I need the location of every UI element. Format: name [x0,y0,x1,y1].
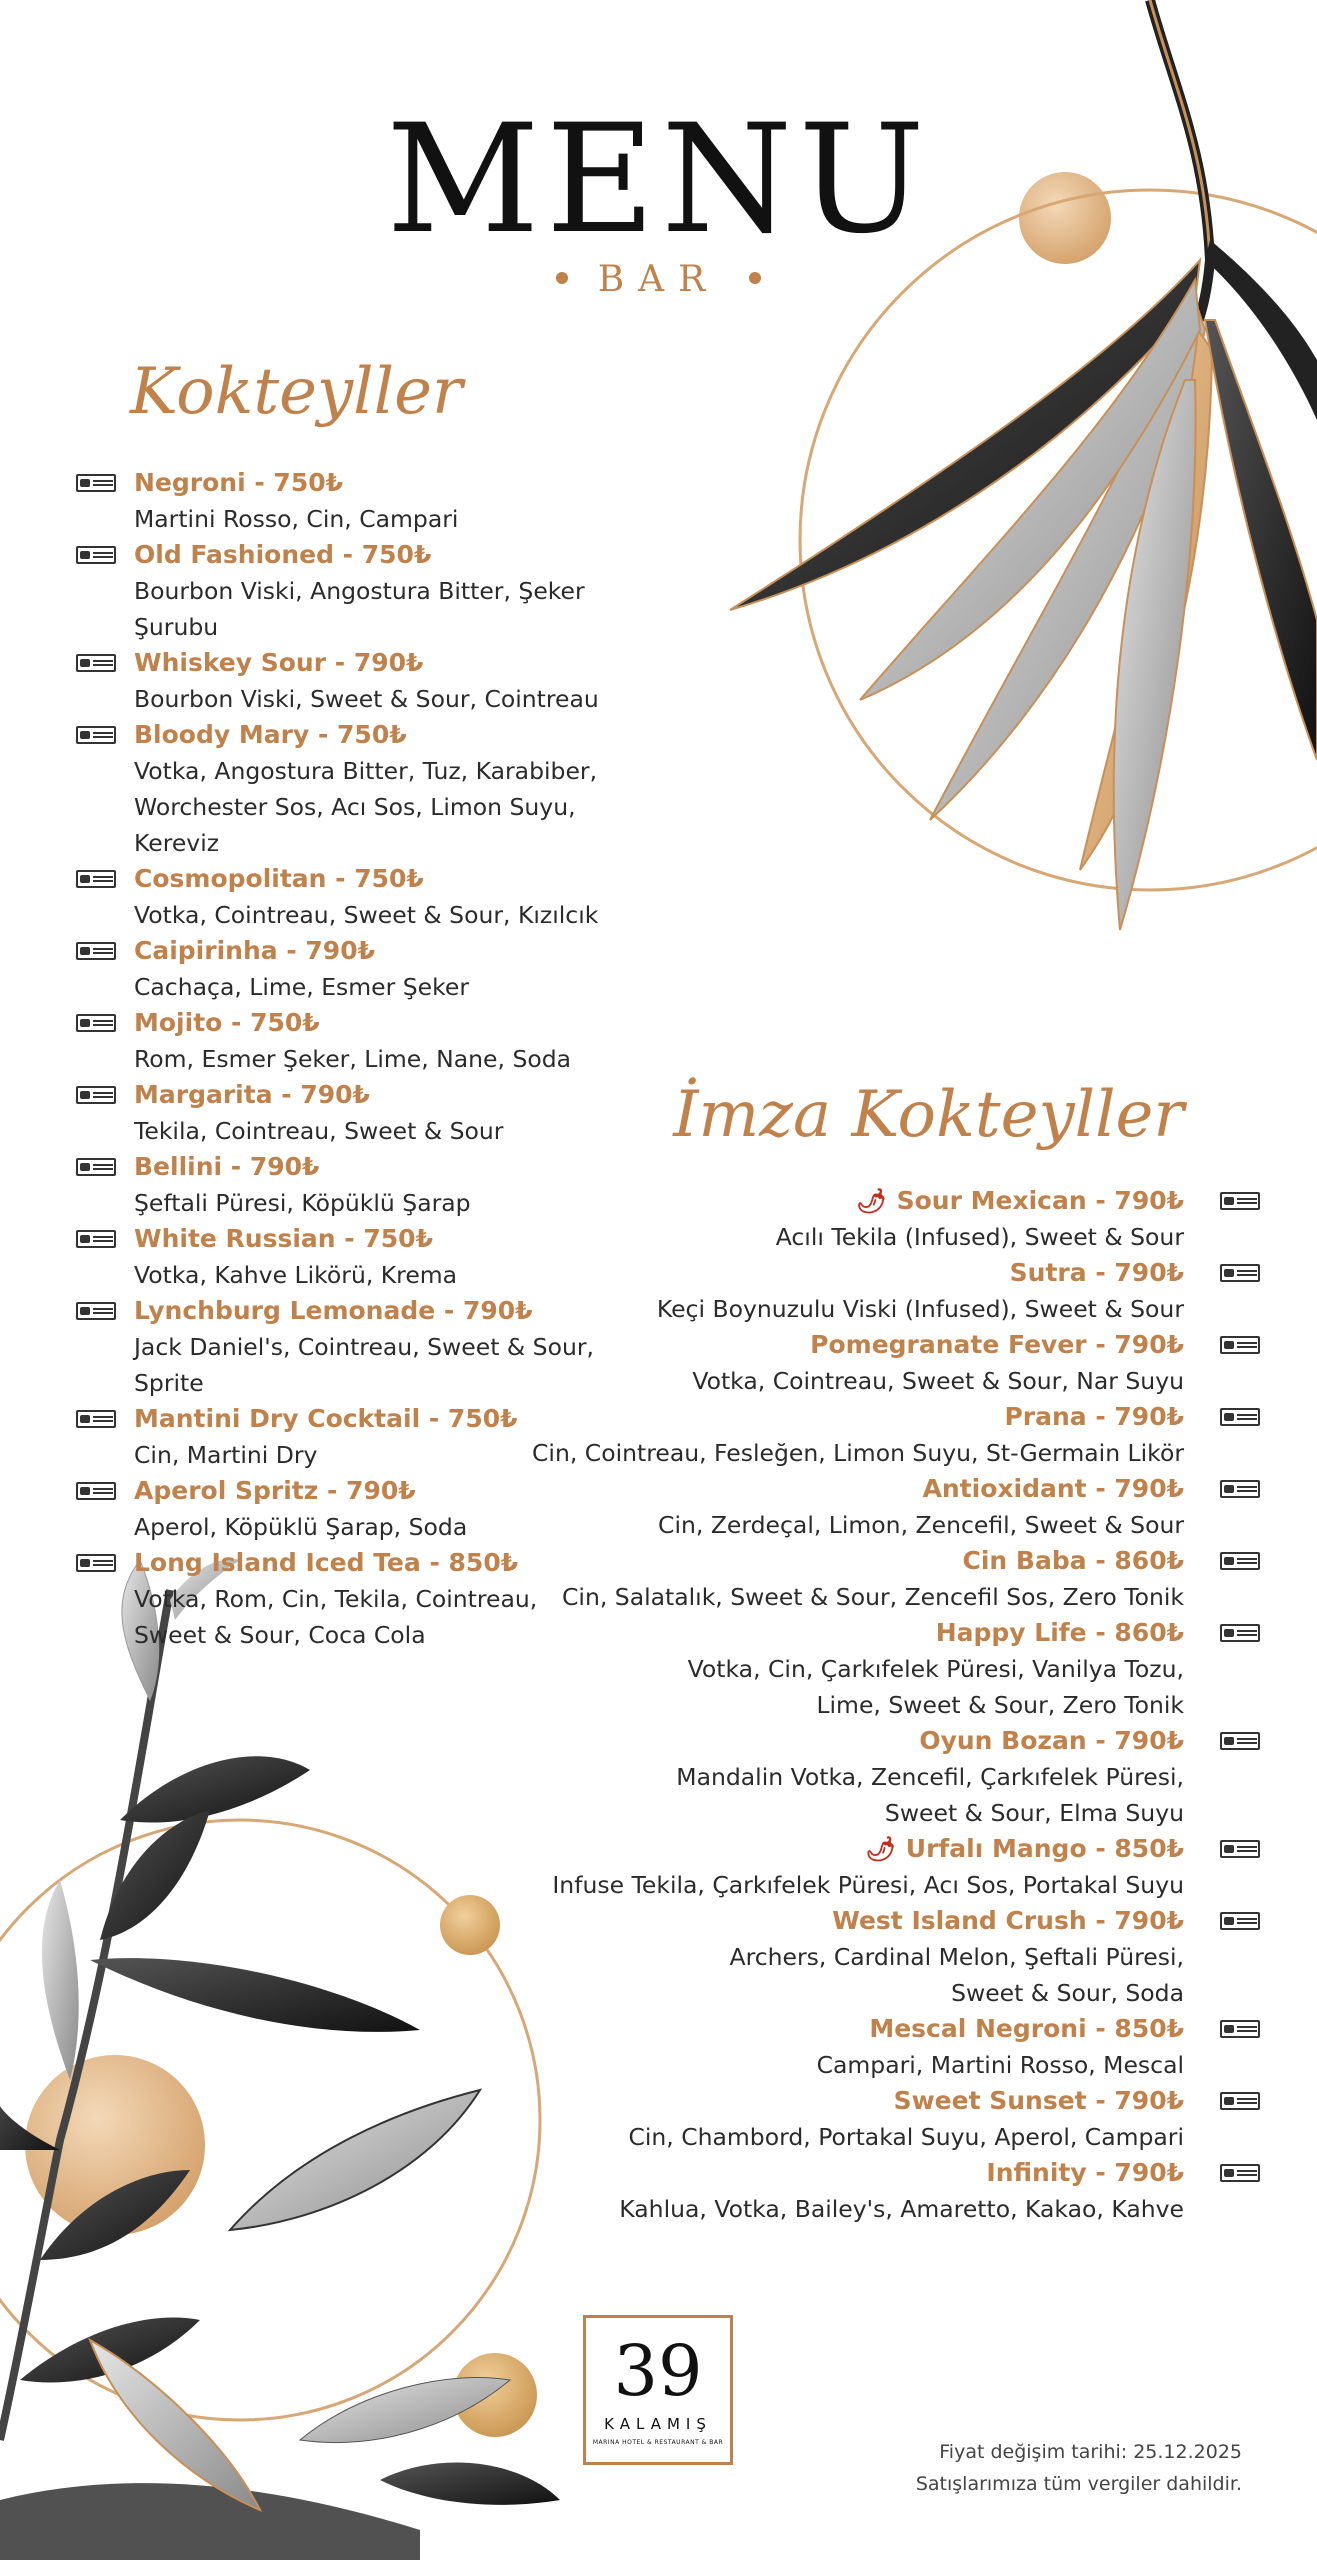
item-name: Mescal Negroni - 850₺ [869,2014,1184,2043]
item-name: Negroni - 750₺ [134,468,344,497]
new-tag-icon [76,474,116,492]
new-tag-icon [1220,2164,1260,2182]
cocktails-section-title: Kokteyller [130,355,463,429]
menu-item [424,1183,1184,1255]
item-ingredients: Votka, Cointreau, Sweet & Sour, Kızılcık [134,901,599,929]
item-name-row [424,1255,1184,1291]
item-name: West Island Crush - 790₺ [832,1906,1184,1935]
item-ingredients: Cin, Salatalık, Sweet & Sour, Zencefil Sos, Zero Tonik [562,1583,1184,1611]
item-name-row [134,1077,654,1113]
item-ingredients: Jack Daniel's, Cointreau, Sweet & Sour, Sprite [134,1333,594,1397]
tax-note: Satışlarımıza tüm vergiler dahildir. [915,2473,1242,2495]
menu-item [424,1327,1184,1399]
item-ingredients: Bourbon Viski, Sweet & Sour, Cointreau [134,685,599,713]
item-ingredients: Cin, Cointreau, Fesleğen, Limon Suyu, St-Germain Likör [532,1439,1184,1467]
item-name: Oyun Bozan - 790₺ [919,1726,1184,1755]
item-name-row [424,1903,1184,1939]
item-name: White Russian - 750₺ [134,1224,433,1253]
logo-tagline: MARINA HOTEL & RESTAURANT & BAR [592,2439,724,2446]
item-name: Cosmopolitan - 750₺ [134,864,424,893]
new-tag-icon [76,870,116,888]
item-ingredients: Cin, Martini Dry [134,1441,318,1469]
menu-title: MENU [386,93,931,267]
item-ingredients: Votka, Angostura Bitter, Tuz, Karabiber, Worchester Sos, Acı Sos, Limon Suyu, Kereviz [134,757,598,857]
item-name: Long Island Iced Tea - 850₺ [134,1548,519,1577]
menu-item [134,465,654,537]
menu-subtitle [0,259,1317,300]
chili-pepper-icon: 🌶 [865,1835,896,1863]
item-name: Prana - 790₺ [1004,1402,1184,1431]
new-tag-icon [1220,1480,1260,1498]
item-name: Whiskey Sour - 790₺ [134,648,424,677]
item-name: Pomegranate Fever - 790₺ [810,1330,1184,1359]
item-name-row [424,2011,1184,2047]
new-tag-icon [76,1410,116,1428]
item-name-row [134,861,654,897]
new-tag-icon [76,1482,116,1500]
item-name-row [134,537,654,573]
menu-item [134,717,654,861]
item-name: Infinity - 790₺ [986,2158,1184,2187]
item-ingredients: Acılı Tekila (Infused), Sweet & Sour [775,1223,1184,1251]
new-tag-icon [1220,2092,1260,2110]
new-tag-icon [76,1086,116,1104]
new-tag-icon [76,546,116,564]
menu-item [424,1543,1184,1615]
item-ingredients: Kahlua, Votka, Bailey's, Amaretto, Kakao, Kahve [619,2195,1184,2223]
new-tag-icon [1220,1264,1260,1282]
new-tag-icon [1220,1732,1260,1750]
logo-mark: 39 [613,2330,703,2412]
item-ingredients: Keçi Boynuzulu Viski (Infused), Sweet & Sour [656,1295,1184,1323]
menu-item [134,645,654,717]
item-name-row [424,1543,1184,1579]
item-name: Caipirinha - 790₺ [134,936,375,965]
new-tag-icon [76,1014,116,1032]
item-name: Mantini Dry Cocktail - 750₺ [134,1404,518,1433]
menu-item [424,1255,1184,1327]
menu-item [134,1005,654,1077]
item-name-row [424,1399,1184,1435]
menu-item [134,537,654,645]
item-ingredients: Cin, Chambord, Portakal Suyu, Aperol, Campari [628,2123,1184,2151]
item-name-row [134,1005,654,1041]
item-ingredients: Şeftali Püresi, Köpüklü Şarap [134,1189,471,1217]
item-name: Happy Life - 860₺ [935,1618,1184,1647]
new-tag-icon [76,1302,116,1320]
item-name: Cin Baba - 860₺ [962,1546,1184,1575]
new-tag-icon [1220,1336,1260,1354]
item-ingredients: Tekila, Cointreau, Sweet & Sour [134,1117,504,1145]
item-name: Margarita - 790₺ [134,1080,370,1109]
item-ingredients: Cachaça, Lime, Esmer Şeker [134,973,470,1001]
new-tag-icon [1220,2020,1260,2038]
new-tag-icon [1220,1192,1260,1210]
item-name-row [424,1183,1184,1219]
menu-item [424,2155,1184,2227]
new-tag-icon [1220,1624,1260,1642]
item-name-row [424,1831,1184,1867]
logo-name: KALAMIŞ [604,2415,712,2433]
new-tag-icon [76,942,116,960]
item-name: Old Fashioned - 750₺ [134,540,432,569]
item-name: Sutra - 790₺ [1009,1258,1184,1287]
item-ingredients: Campari, Martini Rosso, Mescal [816,2051,1184,2079]
item-ingredients: Bourbon Viski, Angostura Bitter, Şeker Şurubu [134,577,585,641]
item-ingredients: Infuse Tekila, Çarkıfelek Püresi, Acı Sos, Portakal Suyu [552,1871,1184,1899]
menu-item [424,1615,1184,1723]
item-ingredients: Rom, Esmer Şeker, Lime, Nane, Soda [134,1045,572,1073]
menu-item [424,2011,1184,2083]
item-name-row [134,645,654,681]
item-name-row [134,717,654,753]
bullet-dot [749,272,761,284]
item-name: Bloody Mary - 750₺ [134,720,407,749]
menu-item [424,1831,1184,1903]
chili-pepper-icon: 🌶 [856,1187,887,1215]
item-name-row [424,1615,1184,1651]
menu-item [134,933,654,1005]
new-tag-icon [1220,1552,1260,1570]
menu-item [424,1903,1184,2011]
item-name-row [424,1471,1184,1507]
menu-item [134,1077,654,1149]
item-name: Sweet Sunset - 790₺ [893,2086,1184,2115]
item-ingredients: Archers, Cardinal Melon, Şeftali Püresi, Sweet & Sour, Soda [729,1943,1184,2007]
item-ingredients: Votka, Cointreau, Sweet & Sour, Nar Suyu [692,1367,1184,1395]
item-ingredients: Votka, Kahve Likörü, Krema [134,1261,458,1289]
item-name: Bellini - 790₺ [134,1152,320,1181]
new-tag-icon [1220,1840,1260,1858]
item-ingredients: Aperol, Köpüklü Şarap, Soda [134,1513,468,1541]
menu-item [424,1399,1184,1471]
item-ingredients: Martini Rosso, Cin, Campari [134,505,459,533]
menu-item [424,2083,1184,2155]
kalamis-logo [583,2315,733,2465]
new-tag-icon [76,1554,116,1572]
item-ingredients: Votka, Rom, Cin, Tekila, Cointreau, Sweet & Sour, Coca Cola [134,1585,538,1649]
item-name: Antioxidant - 790₺ [922,1474,1184,1503]
item-ingredients: Votka, Cin, Çarkıfelek Püresi, Vanilya Tozu, Lime, Sweet & Sour, Zero Tonik [687,1655,1184,1719]
item-name: Aperol Spritz - 790₺ [134,1476,416,1505]
item-name-row [424,1723,1184,1759]
item-name-row [134,933,654,969]
new-tag-icon [76,1230,116,1248]
signature-cocktails-section-title: İmza Kokteyller [673,1078,1184,1152]
item-ingredients: Mandalin Votka, Zencefil, Çarkıfelek Püresi, Sweet & Sour, Elma Suyu [676,1763,1184,1827]
menu-item [134,861,654,933]
new-tag-icon [76,654,116,672]
item-name: Lynchburg Lemonade - 790₺ [134,1296,533,1325]
item-name: Sour Mexican - 790₺ [896,1186,1184,1215]
new-tag-icon [76,1158,116,1176]
item-name: Urfalı Mango - 850₺ [905,1834,1184,1863]
item-name-row [134,465,654,501]
new-tag-icon [1220,1408,1260,1426]
item-name: Mojito - 750₺ [134,1008,320,1037]
item-name-row [424,2155,1184,2191]
item-name-row [134,1149,654,1185]
footer-notes [916,2436,1242,2500]
menu-item [424,1471,1184,1543]
price-change-date: Fiyat değişim tarihi: 25.12.2025 [939,2441,1242,2463]
new-tag-icon [76,726,116,744]
menu-subtitle-text: BAR [597,259,720,300]
bullet-dot [556,272,568,284]
menu-item [424,1723,1184,1831]
item-name-row [424,2083,1184,2119]
new-tag-icon [1220,1912,1260,1930]
signature-cocktails-list [424,1183,1184,2227]
item-name-row [424,1327,1184,1363]
item-ingredients: Cin, Zerdeçal, Limon, Zencefil, Sweet & Sour [658,1511,1184,1539]
